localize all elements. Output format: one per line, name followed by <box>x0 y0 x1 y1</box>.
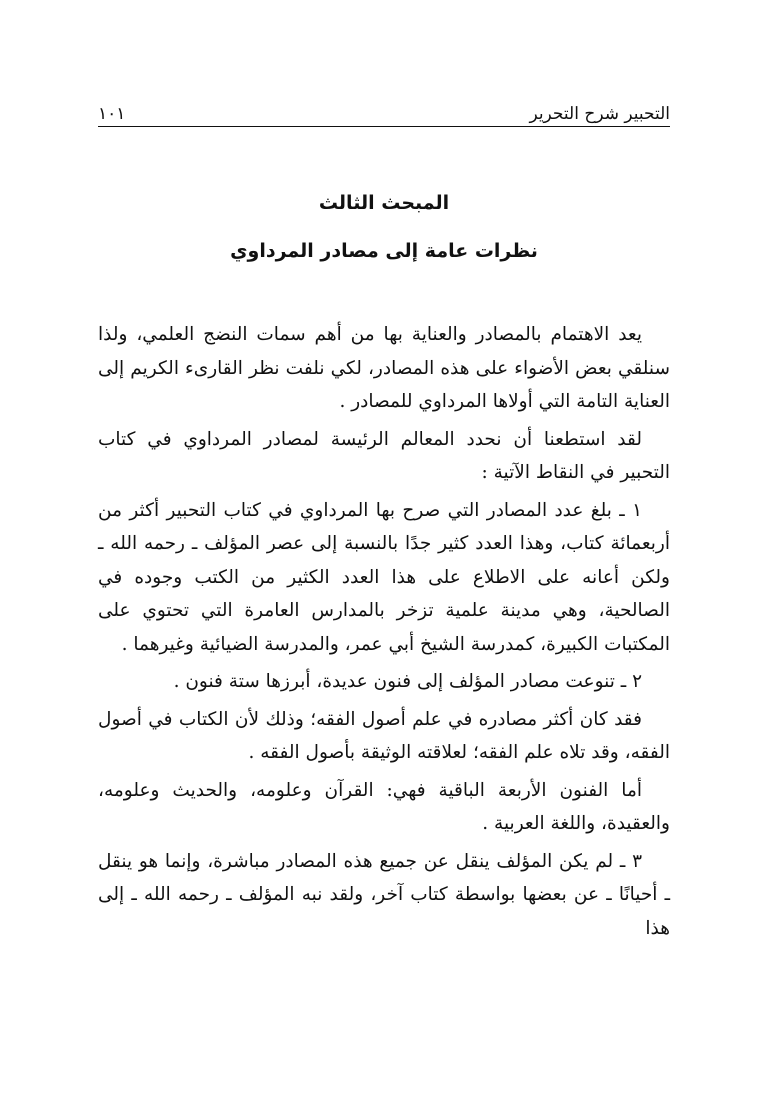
paragraph: فقد كان أكثر مصادره في علم أصول الفقه؛ وذلك لأن الكتاب في أصول الفقه، وقد تلاه علم الفقه؛ لعلاقته الوثيقة بأصول الفقه . <box>98 708 670 763</box>
running-header <box>98 94 670 124</box>
paragraph: ٢ ـ تنوعت مصادر المؤلف إلى فنون عديدة، أبرزها ستة فنون . <box>173 671 642 692</box>
paragraph: ١ ـ بلغ عدد المصادر التي صرح بها المرداوي في كتاب التحبير أكثر من أربعمائة كتاب، وهذا العدد كثير جدًا بالنسبة إلى عصر المؤلف ـ رحمه الله ـ ولكن أعانه على الاطلاع على هذا العدد الكثير من الكتب وجوده في الصالحية، وهي مدينة علمية تزخر بالمدارس العامرة التي تحتوي على المكتبات الكبيرة، كمدرسة الشيخ أبي عمر، والمدرسة الضيائية وغيرهما . <box>98 499 670 655</box>
chapter-headings <box>98 190 670 264</box>
paragraph: لقد استطعنا أن نحدد المعالم الرئيسة لمصادر المرداوي في كتاب التحبير في النقاط الآتية : <box>98 428 670 483</box>
book-title: التحبير شرح التحرير <box>529 104 670 124</box>
body-text <box>98 318 670 949</box>
header-rule <box>98 126 670 127</box>
section-title: المبحث الثالث <box>318 192 450 214</box>
page-number: ١٠١ <box>98 104 126 124</box>
paragraph: أما الفنون الأربعة الباقية فهي: القرآن وعلومه، والحديث وعلومه، والعقيدة، واللغة العربية . <box>98 779 670 834</box>
paragraph: يعد الاهتمام بالمصادر والعناية بها من أهم سمات النضج العلمي، ولذا سنلقي بعض الأضواء على هذه المصادر، لكي نلفت نظر القارىء الكريم إلى العناية التامة التي أولاها المرداوي للمصادر . <box>98 324 670 412</box>
paragraph: ٣ ـ لم يكن المؤلف ينقل عن جميع هذه المصادر مباشرة، وإنما هو ينقل ـ أحيانًا ـ عن بعضها بواسطة كتاب آخر، ولقد نبه المؤلف ـ رحمه الله ـ إلى هذا <box>98 850 670 939</box>
section-subtitle: نظرات عامة إلى مصادر المرداوي <box>230 240 538 262</box>
